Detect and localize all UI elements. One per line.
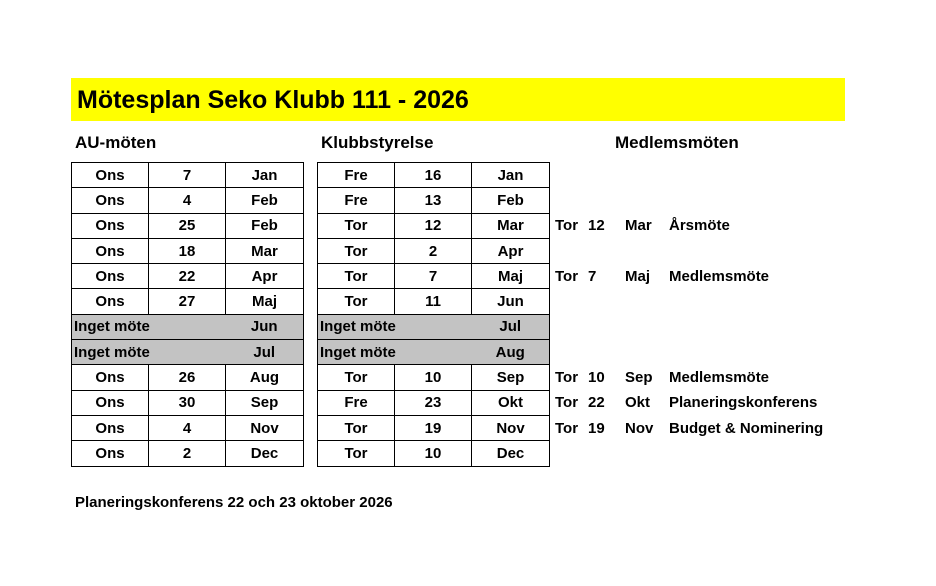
date-cell: 13 [395,188,472,213]
table-row [318,264,550,289]
table-row [318,163,550,188]
title-bar [71,78,845,121]
member-day: Tor [555,267,579,285]
date-cell: 10 [395,365,472,390]
member-day: Tor [555,394,579,412]
day-cell: Tor [318,415,395,440]
member-month: Okt [625,394,651,412]
member-desc: Medlemsmöte [669,368,770,386]
no-meeting-label: Inget möte [318,340,472,365]
month-cell: Mar [472,213,550,238]
date-cell: 11 [395,289,472,314]
month-cell: Aug [472,340,550,365]
table-row [318,314,550,339]
footer-note: Planeringskonferens 22 och 23 oktober 2026 [75,494,393,511]
table-row [318,238,550,263]
month-cell: Nov [472,415,550,440]
table-row [72,390,304,415]
member-date: 19 [588,419,605,437]
date-cell: 4 [149,188,226,213]
day-cell: Tor [318,365,395,390]
board-heading: Klubbstyrelse [321,133,434,152]
member-day: Tor [555,217,579,235]
month-cell: Jun [226,314,304,339]
day-cell: Tor [318,264,395,289]
day-cell: Ons [72,365,149,390]
page-title: Mötesplan Seko Klubb 111 - 2026 [77,86,469,114]
member-desc: Budget & Nominering [669,419,824,437]
member-month: Nov [625,419,654,437]
day-cell: Ons [72,264,149,289]
table-row [72,188,304,213]
table-row [318,340,550,365]
au-table [71,162,304,467]
month-cell: Dec [472,441,550,466]
table-row [318,415,550,440]
day-cell: Ons [72,188,149,213]
table-row [318,213,550,238]
table-row [72,441,304,466]
date-cell: 16 [395,163,472,188]
day-cell: Ons [72,289,149,314]
month-cell: Apr [226,264,304,289]
member-month: Maj [625,267,651,285]
member-desc: Planeringskonferens [669,394,818,412]
month-cell: Jul [226,340,304,365]
member-desc: Årsmöte [669,217,730,235]
day-cell: Ons [72,238,149,263]
date-cell: 19 [395,415,472,440]
table-row [72,289,304,314]
table-row [318,289,550,314]
day-cell: Fre [318,163,395,188]
table-row [72,365,304,390]
day-cell: Tor [318,213,395,238]
member-day: Tor [555,419,579,437]
table-row [72,238,304,263]
day-cell: Ons [72,441,149,466]
members-heading: Medlemsmöten [615,133,739,152]
table-row [72,163,304,188]
month-cell: Dec [226,441,304,466]
member-month: Sep [625,368,653,386]
month-cell: Maj [472,264,550,289]
au-heading: AU-möten [75,133,157,152]
table-row [72,415,304,440]
month-cell: Jan [472,163,550,188]
month-cell: Feb [472,188,550,213]
member-date: 7 [588,267,597,285]
date-cell: 22 [149,264,226,289]
month-cell: Okt [472,390,550,415]
table-row [72,340,304,365]
member-date: 10 [588,368,605,386]
date-cell: 7 [149,163,226,188]
table-row [72,314,304,339]
table-row [318,365,550,390]
date-cell: 18 [149,238,226,263]
date-cell: 30 [149,390,226,415]
table-row [318,390,550,415]
date-cell: 23 [395,390,472,415]
day-cell: Ons [72,390,149,415]
date-cell: 10 [395,441,472,466]
month-cell: Feb [226,213,304,238]
table-row [72,213,304,238]
date-cell: 2 [395,238,472,263]
no-meeting-label: Inget möte [318,314,472,339]
member-date: 12 [588,217,605,235]
day-cell: Fre [318,188,395,213]
day-cell: Tor [318,238,395,263]
date-cell: 25 [149,213,226,238]
month-cell: Jan [226,163,304,188]
month-cell: Sep [472,365,550,390]
member-desc: Medlemsmöte [669,267,770,285]
day-cell: Ons [72,163,149,188]
table-row [72,264,304,289]
table-row [318,188,550,213]
date-cell: 26 [149,365,226,390]
member-month: Mar [625,217,652,235]
day-cell: Tor [318,441,395,466]
board-table [317,162,550,467]
date-cell: 7 [395,264,472,289]
month-cell: Jul [472,314,550,339]
no-meeting-label: Inget möte [72,314,226,339]
day-cell: Tor [318,289,395,314]
date-cell: 2 [149,441,226,466]
month-cell: Nov [226,415,304,440]
month-cell: Apr [472,238,550,263]
day-cell: Ons [72,415,149,440]
day-cell: Fre [318,390,395,415]
month-cell: Mar [226,238,304,263]
table-row [318,441,550,466]
month-cell: Aug [226,365,304,390]
member-day: Tor [555,368,579,386]
month-cell: Maj [226,289,304,314]
month-cell: Feb [226,188,304,213]
day-cell: Ons [72,213,149,238]
date-cell: 4 [149,415,226,440]
month-cell: Sep [226,390,304,415]
date-cell: 12 [395,213,472,238]
member-date: 22 [588,394,605,412]
no-meeting-label: Inget möte [72,340,226,365]
date-cell: 27 [149,289,226,314]
month-cell: Jun [472,289,550,314]
